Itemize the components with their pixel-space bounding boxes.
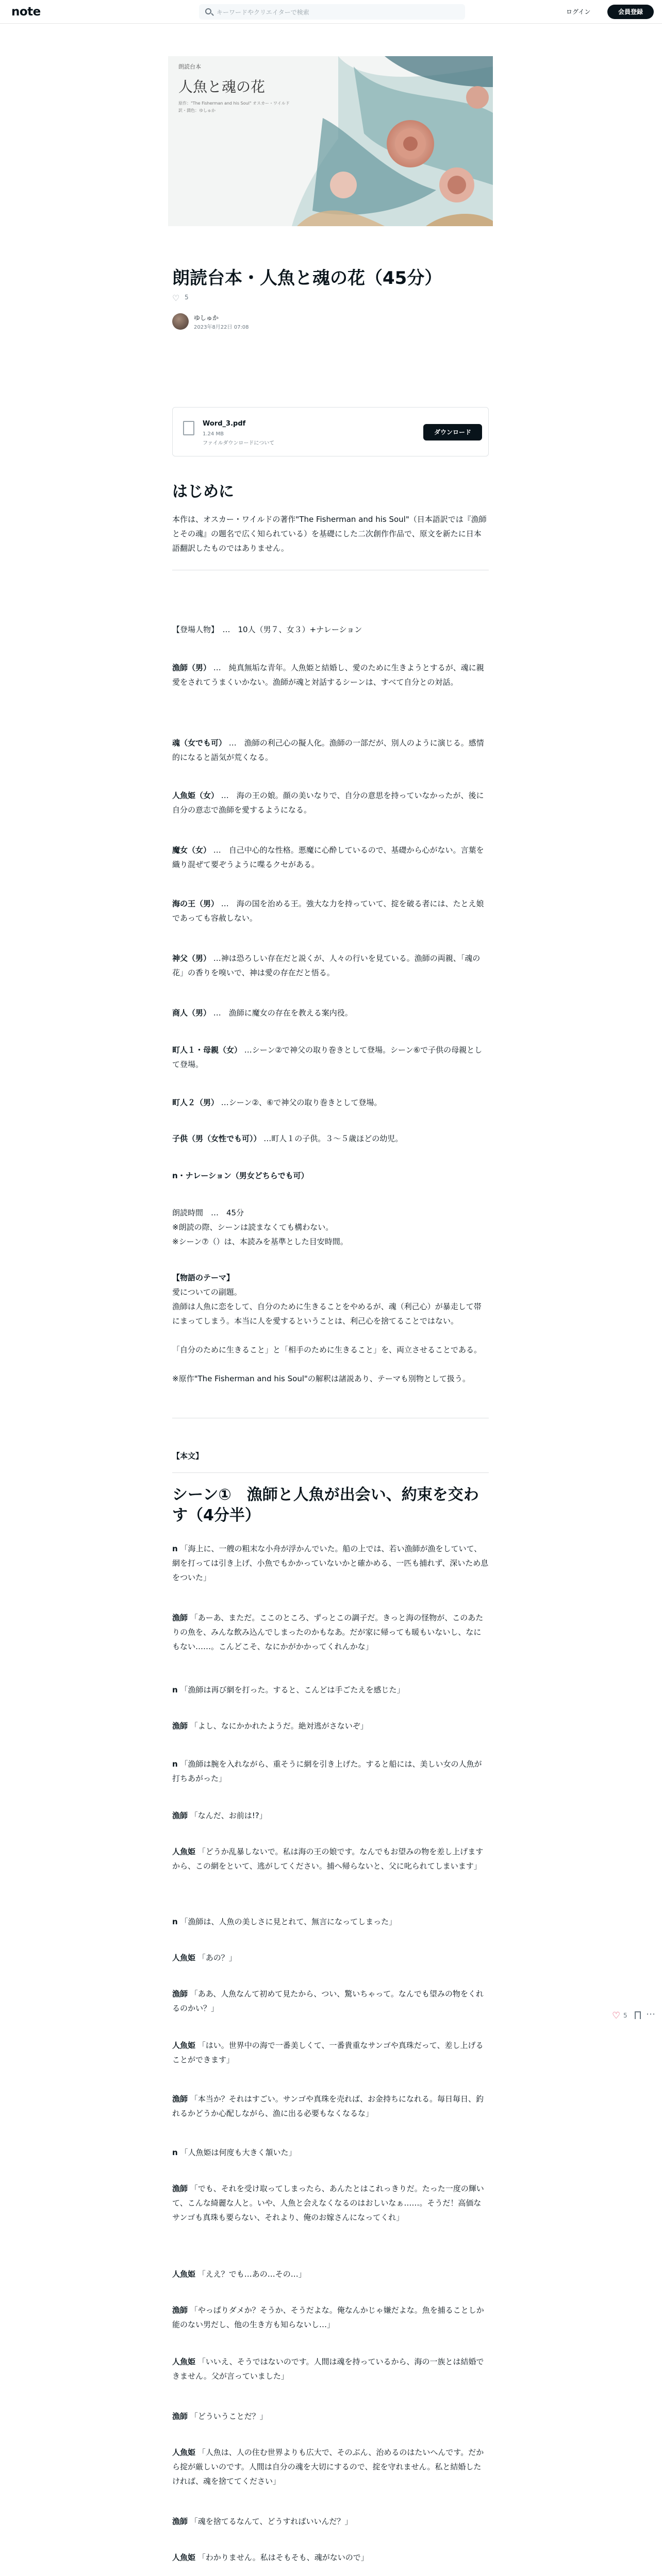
line-text: 「ああ、人魚なんて初めて見たから、つい、驚いちゃって。なんでも望みの物をくれるのかい？」 xyxy=(172,1989,484,2013)
script-line: 漁師 「でも、それを受け取ってしまったら、あんたとはこれっきりだ。たった一度の輝いて、こんな綺麗な人と。いや、人魚と会えなくなるのはおしいなぁ……。そうだ！高価なサンゴも真珠も要らない、それより、俺のお嫁さんになってくれ」 xyxy=(172,2184,484,2222)
line-text: 「なんだ、お前は!?」 xyxy=(190,1811,267,1820)
cast-name: 町人１・母親（女） xyxy=(172,1045,242,1055)
theme-line: ※原作"The Fisherman and his Soul"の解釈は諸説あり、テーマも別物として扱う。 xyxy=(172,1374,470,1383)
reading-note: ※朗読の際、シーンは読まなくても構わない。 xyxy=(172,1223,334,1232)
main-text-heading xyxy=(172,1449,489,1463)
cast-desc: … 漁師に魔女の存在を教える案内役。 xyxy=(213,1008,353,1018)
hero-subtitle: 原作："The Fisherman and his Soul" オスカー・ワイルド xyxy=(178,101,290,106)
search-placeholder: キーワードやクリエイターで検索 xyxy=(217,9,309,16)
line-text: 「漁師は、人魚の美しさに見とれて、無言になってしまった」 xyxy=(180,1917,397,1926)
author-name[interactable]: ゆしゅか xyxy=(194,314,219,321)
cast-name: 子供（男（女性でも可）） xyxy=(172,1134,261,1143)
line-text: 「人魚姫は何度も大きく頷いた」 xyxy=(180,2148,296,2157)
author-info[interactable] xyxy=(172,312,327,333)
cast-name: 漁師（男） xyxy=(172,663,211,672)
cast-desc: …神は恐ろしい存在だと説くが、人々の行いを見ている。漁師の両親、「魂の花」の香りを嗅いで、神は愛の存在だと悟る。 xyxy=(172,954,481,977)
top-nav-bar xyxy=(0,0,662,24)
cast-desc: … 自己中心的な性格。悪魔に心酔しているので、基礎から心がない。言葉を織り混ぜて要ぞうように喋るクセがある。 xyxy=(172,845,484,869)
scene-1-heading: シーン① 漁師と人魚が出会い、約束を交わす（4分半） xyxy=(172,1486,479,1524)
reading-note: ※シーン⑦（）は、本読みを基準とした目安時間。 xyxy=(172,1237,348,1246)
file-name: Word_3.pdf xyxy=(203,420,246,428)
cast-narrator xyxy=(172,1168,489,1183)
script-line: n 「漁師は、人魚の美しさに見とれて、無言になってしまった」 xyxy=(172,1917,397,1926)
script-line: n 「人魚姫は何度も大きく頷いた」 xyxy=(172,2148,296,2157)
like-count: 5 xyxy=(623,2012,627,2019)
cast-mermaid xyxy=(172,788,489,817)
script-line: 人魚姫 「はい。世界中の海で一番美しくて、一番貴重なサンゴや真珠だって、差し上げることができます」 xyxy=(172,2041,484,2064)
cast-name: 魔女（女） xyxy=(172,845,211,855)
theme-line: 漁師は人魚に恋をして、自分のために生きることをやめるが、魂（利己心）が暴走して帯にまってしまう。本当に人を愛するということは、利己心を捨てることではない。 xyxy=(172,1302,482,1326)
cast-child xyxy=(172,1131,489,1146)
signup-button[interactable]: 会員登録 xyxy=(607,5,654,19)
line-text: 「やっぱりダメか？そうか、そうだよな。俺なんかじゃ嫌だよな。魚を捕ることしか能のない男だし、他の生き方も知らないし…」 xyxy=(172,2306,484,2329)
script-line: 人魚姫 「人魚は、人の住む世界よりも広大で、そのぶん、治めるのはたいへんです。だから掟が厳しいのです。人間は自分の魂を大切にするので、掟を守れません。私と結婚したければ、魂を捨ててください」 xyxy=(172,2448,484,2486)
floating-actions xyxy=(612,2010,653,2023)
cast-desc: …町人１の子供。３〜５歳ほどの幼児。 xyxy=(263,1134,403,1143)
line-text: 「よし、なにかかれたようだ。絶対逃がさないぞ」 xyxy=(190,1721,368,1731)
cast-townsperson-1 xyxy=(172,1043,489,1072)
cast-merchant xyxy=(172,1006,489,1020)
script-line: 漁師 「なんだ、お前は!?」 xyxy=(172,1811,267,1820)
heading-intro: はじめに xyxy=(172,483,234,501)
cast-name: 人魚姫（女） xyxy=(172,791,219,800)
like-count: 5 xyxy=(185,294,189,301)
article-title: 朗読台本・人魚と魂の花（45分） xyxy=(172,268,442,289)
publish-date: 2023年8月22日 07:08 xyxy=(194,325,249,330)
more-icon[interactable]: ⋯ xyxy=(646,2009,655,2020)
cast-name: n・ナレーション（男女どちらでも可） xyxy=(172,1171,309,1180)
line-text: 「わかりません。私はそもそも、魂がないので」 xyxy=(197,2553,369,2562)
script-line: 人魚姫 「どうか乱暴しないで。私は海の王の娘です。なんでもお望みの物を差し上げますから、この網をといて、逃がしてください。捕へ帰らないと、父に叱られてしまいます」 xyxy=(172,1847,484,1871)
cast-desc: … 海の国を治める王。強大な力を持っていて、掟を破る者には、たとえ娘であっても容赦しない。 xyxy=(172,899,484,923)
line-text: 「漁師は腕を入れながら、重そうに網を引き上げた。すると船には、美しい女の人魚が打ちあがった」 xyxy=(172,1759,482,1783)
avatar[interactable] xyxy=(172,313,189,330)
cast-soul xyxy=(172,736,489,765)
reading-time: 朗読時間 … 45分 xyxy=(172,1208,244,1217)
hero-credit: 訳・潤色：ゆしゅか xyxy=(178,108,216,113)
script-line: 人魚姫 「あの？」 xyxy=(172,1953,237,1962)
script-line: 漁師 「魂を捨てるなんて、どうすればいいんだ？」 xyxy=(172,2517,353,2526)
hero-image xyxy=(168,56,493,226)
heart-icon[interactable]: ♡ xyxy=(612,2010,621,2021)
line-text: 「ええ？でも…あの…その…」 xyxy=(197,2269,306,2279)
login-link[interactable]: ログイン xyxy=(566,8,591,15)
cast-desc: … 純真無垢な青年。人魚姫と結婚し、愛のために生きようとするが、魂に親愛をされてうまくいかない。漁師が魂と対話するシーンは、すべて自分との対話。 xyxy=(172,663,484,687)
line-text: 「どういうことだ？」 xyxy=(190,2412,268,2421)
cast-sea-king xyxy=(172,896,489,925)
hero-title: 人魚と魂の花 xyxy=(178,78,266,95)
line-text: 「どうか乱暴しないで。私は海の王の娘です。なんでもお望みの物を差し上げますから、この網をといて、逃がしてください。捕へ帰らないと、父に叱られてしまいます」 xyxy=(172,1847,484,1871)
cast-townsperson-2 xyxy=(172,1095,489,1110)
line-text: 「海上に、一艘の粗末な小舟が浮かんでいた。船の上では、若い漁師が漁をしていて、網を打っては引き上げ、小魚でもかかっていないかと確かめる、一匹も捕れず、深いため息をついた」 xyxy=(172,1544,489,1582)
line-text: 「いいえ、そうではないのです。人間は魂を持っているから、海の一族とは結婚できません。父が言っていました」 xyxy=(172,2357,484,2381)
line-text: 「でも、それを受け取ってしまったら、あんたとはこれっきりだ。たった一度の輝いて、こんな綺麗な人と。いや、人魚と会えなくなるのはおしいなぁ……。そうだ！高価なサンゴも真珠も要らない、それより、俺のお嫁さんになってくれ」 xyxy=(172,2184,484,2222)
line-text: 「はい。世界中の海で一番美しくて、一番貴重なサンゴや真珠だって、差し上げることができます」 xyxy=(172,2041,484,2064)
line-text: 「漁師は再び網を打った。すると、こんどは手ごたえを感じた」 xyxy=(180,1685,405,1694)
line-text: 「あーあ、まただ。ここのところ、ずっとこの調子だ。きっと海の怪物が、このあたりの魚を、みんな飲み込んでしまったのかもなあ。だが家に帰っても暖もいないし、なにもない……。こんどこそ、なにかがかかってくれんかな」 xyxy=(172,1613,484,1651)
cast-name: 神父（男） xyxy=(172,954,211,963)
main-text-heading-text: 【本文】 xyxy=(172,1451,204,1461)
script-line: 漁師 「よし、なにかかれたようだ。絶対逃がさないぞ」 xyxy=(172,1721,368,1731)
heart-icon[interactable]: ♡ xyxy=(172,293,180,303)
line-text: 「魂を捨てるなんて、どうすればいいんだ？」 xyxy=(190,2517,353,2526)
divider xyxy=(172,1472,489,1473)
theme-line: 「自分のために生きること」と「相手のために生きること」を、両立させることである。 xyxy=(172,1345,482,1354)
script-line: n 「海上に、一艘の粗末な小舟が浮かんでいた。船の上では、若い漁師が漁をしていて、網を打っては引き上げ、小魚でもかかっていないかと確かめる、一匹も捕れず、深いため息をついた」 xyxy=(172,1544,489,1582)
theme-heading-text: 【物語のテーマ】 xyxy=(172,1273,235,1282)
theme-heading xyxy=(172,1270,489,1285)
theme-line: 愛についての副題。 xyxy=(172,1287,242,1297)
script-line: n 「漁師は腕を入れながら、重そうに網を引き上げた。すると船には、美しい女の人魚が打ちあがった」 xyxy=(172,1759,482,1783)
script-line: n 「漁師は再び網を打った。すると、こんどは手ごたえを感じた」 xyxy=(172,1685,405,1694)
cast-priest xyxy=(172,951,489,980)
line-text: 「あの？」 xyxy=(197,1953,237,1962)
cast-desc: …シーン②、⑥で神父の取り巻きとして登場。 xyxy=(221,1098,382,1107)
intro-paragraph: 本作は、オスカー・ワイルドの著作"The Fisherman and his Soul"（日本語訳では『漁師とその魂』の題名で広く知られている）を基礎にした二次創作作品で、原文を新たに日本語翻訳したものではありません。 xyxy=(172,515,487,553)
cast-witch xyxy=(172,843,489,872)
script-line: 漁師 「やっぱりダメか？そうか、そうだよな。俺なんかじゃ嫌だよな。魚を捕ることしか能のない男だし、他の生き方も知らないし…」 xyxy=(172,2306,484,2329)
file-size: 1.24 MB xyxy=(203,431,224,437)
cast-name: 町人２（男） xyxy=(172,1098,219,1107)
line-text: 「本当か？それはすごい。サンゴや真珠を売れば、お金持ちになれる。毎日毎日、釣れるかどうか心配しながら、漁に出る必要もなくなるな」 xyxy=(172,2094,484,2118)
hero-series-label: 朗読台本 xyxy=(178,63,201,70)
cast-name: 海の王（男） xyxy=(172,899,219,908)
script-line: 漁師 「ああ、人魚なんて初めて見たから、つい、驚いちゃって。なんでも望みの物をくれるのかい？」 xyxy=(172,1989,484,2013)
script-line: 人魚姫 「わかりません。私はそもそも、魂がないので」 xyxy=(172,2553,369,2562)
cast-fisherman xyxy=(172,660,489,689)
cast-desc: … 漁師の利己心の擬人化。漁師の一部だが、別人のように演じる。感情的になると語気が荒くなる。 xyxy=(172,738,484,762)
script-line: 人魚姫 「いいえ、そうではないのです。人間は魂を持っているから、海の一族とは結婚できません。父が言っていました」 xyxy=(172,2357,484,2381)
script-line: 漁師 「あーあ、まただ。ここのところ、ずっとこの調子だ。きっと海の怪物が、このあたりの魚を、みんな飲み込んでしまったのかもなあ。だが家に帰っても暖もいないし、なにもない……。こんどこそ、なにかがかかってくれんかな」 xyxy=(172,1613,484,1651)
note-logo[interactable]: note xyxy=(11,5,41,19)
script-line: 人魚姫 「ええ？でも…あの…その…」 xyxy=(172,2269,306,2279)
bookmark-icon[interactable] xyxy=(635,2011,641,2019)
document-icon xyxy=(183,421,194,435)
cast-heading: 【登場人物】 … 10人（男７、女３）+ナレーション xyxy=(172,625,362,634)
search-input[interactable] xyxy=(199,4,465,20)
cast-desc: … 海の王の娘。顔の美いなりで、自分の意思を持っていなかったが、後に自分の意志で漁師を愛するようになる。 xyxy=(172,791,484,815)
script-line: 漁師 「本当か？それはすごい。サンゴや真珠を売れば、お金持ちになれる。毎日毎日、釣れるかどうか心配しながら、漁に出る必要もなくなるな」 xyxy=(172,2094,484,2118)
line-text: 「人魚は、人の住む世界よりも広大で、そのぶん、治めるのはたいへんです。だから掟が厳しいのです。人間は自分の魂を大切にするので、掟を守れません。私と結婚したければ、魂を捨ててください」 xyxy=(172,2448,484,2486)
file-attachment xyxy=(172,407,489,456)
file-download-help-link[interactable]: ファイルダウンロードについて xyxy=(203,440,275,446)
cast-desc: …シーン②で神父の取り巻きとして登場。シーン⑥で子供の母親として登場。 xyxy=(172,1045,483,1069)
cast-name: 魂（女でも可） xyxy=(172,738,227,748)
download-button[interactable]: ダウンロード xyxy=(423,424,482,440)
script-line: 漁師 「どういうことだ？」 xyxy=(172,2412,268,2421)
search-icon xyxy=(205,8,211,14)
cast-name: 商人（男） xyxy=(172,1008,211,1018)
